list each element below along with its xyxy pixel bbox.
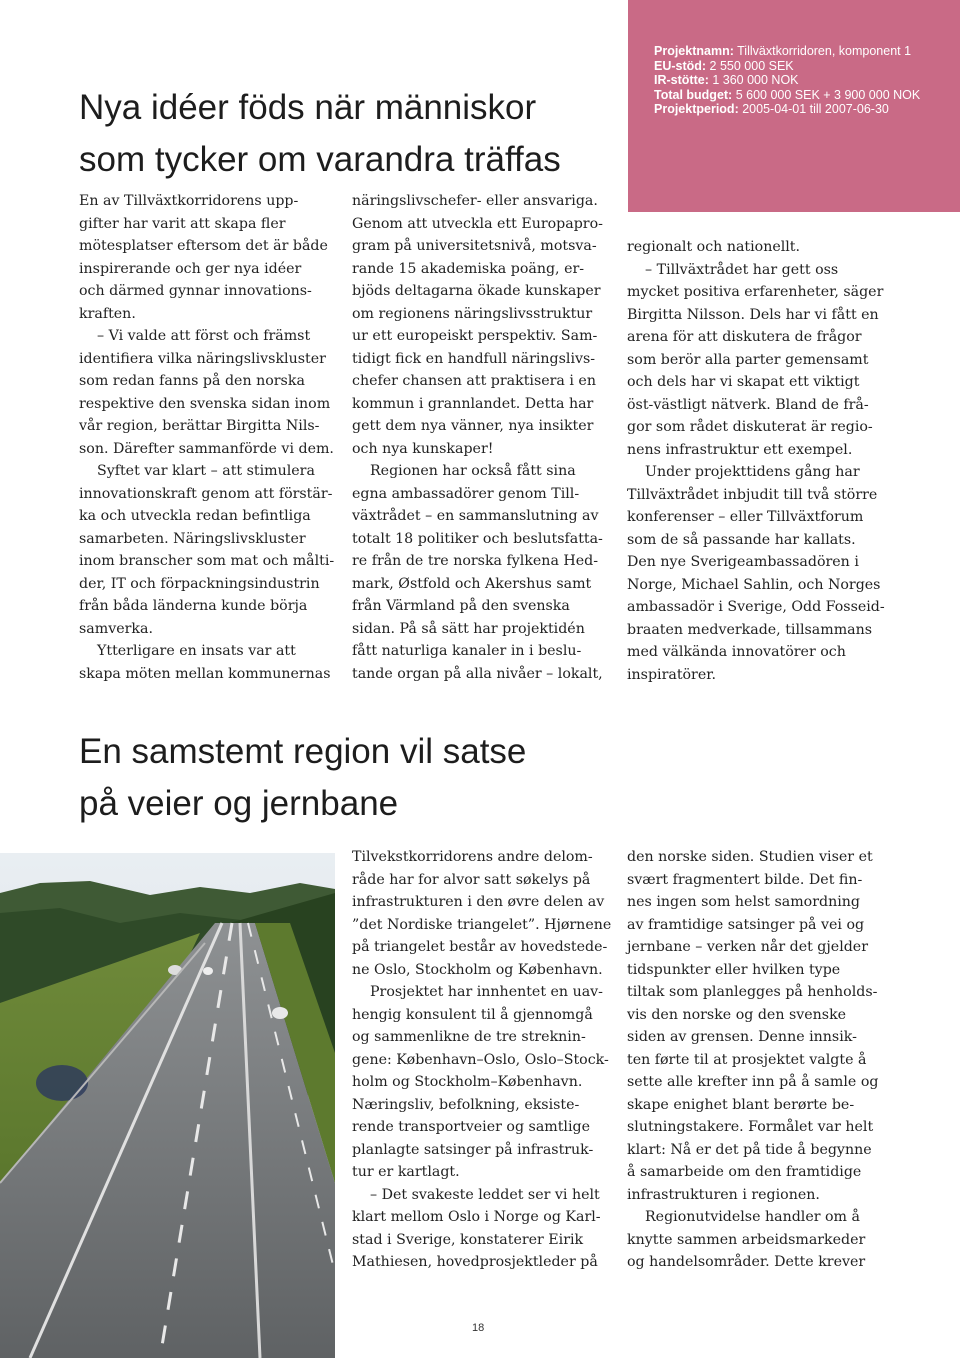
text-line: Næringsliv, befolkning, eksiste-: [352, 1096, 580, 1113]
text-line: Prosjektet har innhentet en uav-: [370, 984, 603, 1000]
text-line: der, IT och förpackningsindustrin: [79, 575, 320, 592]
text-line: Mathiesen, hovedprosjektleder på: [352, 1254, 598, 1270]
text-line: tande organ på alla nivåer – lokalt,: [352, 665, 603, 682]
text-line: kraften.: [79, 305, 136, 322]
text-line: ne Oslo, Stockholm og København.: [352, 961, 603, 978]
text-line: inom branscher som mat och målti-: [79, 553, 335, 569]
text-line: og sammenlikne de tre streknin-: [352, 1029, 586, 1045]
text-line: siden av grensen. Denne innsik-: [627, 1029, 857, 1045]
text-line: Under projekttidens gång har: [645, 464, 860, 480]
text-line: arena för att diskutera de frågor: [627, 329, 862, 345]
text-line: fått naturliga kanaler in i beslu-: [352, 643, 582, 659]
article2-column-1: [352, 846, 614, 1274]
text-line: och därmed gynnar innovations-: [79, 283, 312, 299]
text-line: mark, Østfold och Akershus samt: [352, 575, 592, 592]
text-line: – Vi valde att först och främst: [97, 328, 311, 344]
text-line: inspirerande och ger nya idéer: [79, 260, 302, 277]
text-line: gram på universitetsnivå, motsva-: [352, 238, 597, 254]
text-line: – Det svakeste leddet ser vi helt: [370, 1186, 600, 1203]
text-line: konferenser – eller Tillväxtforum: [627, 509, 864, 525]
text-line: kommun i grannlandet. Detta har: [352, 395, 594, 412]
text-line: öst-västligt nätverk. Bland de frå-: [627, 396, 869, 413]
text-line: ambassadör i Sverige, Odd Fosseid-: [627, 599, 885, 615]
text-line: re från de tre norska fylkena Hed-: [352, 553, 599, 569]
text-line: son. Därefter sammanförde vi dem.: [79, 440, 334, 457]
text-line: av framtidige satsinger på vei og: [627, 916, 865, 933]
project-info-box: [628, 0, 960, 212]
text-line: skapa möten mellan kommunernas: [79, 665, 331, 682]
text-line: Den nye Sverigeambassadören i: [627, 554, 859, 570]
text-line: om regionens näringslivsstruktur: [352, 305, 593, 322]
text-line: Birgitta Nilsson. Dels har vi fått en: [627, 306, 879, 323]
article1-column-2: [352, 190, 614, 685]
text-line: bjöds deltagarna ökade kunskaper: [352, 283, 601, 299]
text-line: vis den norske og den svenske: [627, 1006, 847, 1023]
text-line: nes ingen som helst samordning: [627, 894, 860, 910]
text-line: infrastrukturen i regionen.: [627, 1186, 820, 1203]
text-line: identifiera vilka näringslivskluster: [79, 350, 326, 367]
article1-headline: [79, 82, 561, 186]
text-line: holm og Stockholm–København.: [352, 1074, 583, 1090]
text-line: ”det Nordiske triangelet”. Hjørnene: [352, 916, 612, 933]
text-line: rande 15 akademiska poäng, er-: [352, 260, 585, 277]
text-line: svært fragmentert bilde. Det fin-: [627, 871, 863, 888]
text-line: Tilvekstkorridorens andre delom-: [352, 849, 593, 865]
text-line: Tillväxtrådet inbjudit till två större: [627, 486, 878, 503]
text-line: mycket positiva erfarenheter, säger: [627, 284, 884, 300]
article1-column-3: [627, 236, 889, 686]
article1-headline-line1: Nya idéer föds när människor: [79, 88, 537, 127]
text-line: och nya kunskaper!: [352, 440, 494, 457]
text-line: som redan fanns på den norska: [79, 373, 305, 389]
text-line: ten førte til at prosjektet valgte å: [627, 1051, 867, 1068]
text-line: klart mellom Oslo i Norge og Karl-: [352, 1209, 601, 1225]
info-row-eu-support: EU-stöd: 2 550 000 SEK: [654, 58, 794, 73]
text-line: gett dem nya vänner, nya insikter: [352, 418, 594, 434]
text-line: näringslivschefer- eller ansvariga.: [352, 193, 598, 209]
text-line: og handelsområder. Dette krever: [627, 1254, 866, 1270]
text-line: som de så passande har kallats.: [627, 531, 856, 548]
text-line: ur ett europeiskt perspektiv. Sam-: [352, 328, 598, 344]
text-line: Norge, Michael Sahlin, och Norges: [627, 576, 881, 593]
text-line: sidan. På så sätt har projektidén: [352, 620, 585, 637]
text-line: stad i Sverige, konstaterer Eirik: [352, 1231, 584, 1248]
info-row-project-name: Projektnamn: Tillväxtkorridoren, komponent 1: [654, 44, 912, 58]
text-line: totalt 18 politiker och beslutsfatta-: [352, 530, 603, 547]
text-line: hengig konsulent til å gjennomgå: [352, 1006, 593, 1023]
text-line: samverka.: [79, 620, 153, 637]
text-line: klart: Nå er det på tide å begynne: [627, 1141, 872, 1158]
info-row-ir-support: IR-stötte: 1 360 000 NOK: [654, 73, 799, 87]
text-line: Regionutvidelse handler om å: [645, 1209, 860, 1225]
text-line: å samarbeide om den framtidige: [627, 1164, 862, 1180]
text-line: regionalt och nationellt.: [627, 239, 801, 255]
article2-headline-line2: på veier og jernbane: [79, 784, 399, 823]
text-line: jernbane – verken når det gjelder: [627, 939, 868, 955]
text-line: slutningstakere. Formålet var helt: [627, 1119, 874, 1135]
text-line: den norske siden. Studien viser et: [627, 849, 873, 865]
text-line: tidigt fick en handfull näringslivs-: [352, 350, 596, 367]
text-line: Ytterligare en insats var att: [97, 643, 296, 659]
text-line: med välkända innovatörer och: [627, 644, 846, 660]
text-line: egna ambassadörer genom Till-: [352, 485, 580, 502]
text-line: och dels har vi skapat ett viktigt: [627, 374, 860, 390]
text-line: från Värmland på den svenska: [352, 598, 570, 614]
text-line: skape enighet blant berørte be-: [627, 1096, 855, 1113]
text-line: nens infrastruktur ett exempel.: [627, 441, 853, 458]
text-line: råde har for alvor satt søkelys på: [352, 871, 591, 888]
text-line: Genom att utveckla ett Europapro-: [352, 215, 603, 232]
text-line: från båda länderna kunde börja: [79, 598, 308, 614]
text-line: Syftet var klart – att stimulera: [97, 463, 315, 479]
text-line: braaten medverkade, tillsammans: [627, 621, 873, 638]
text-line: ka och utveckla redan befintliga: [79, 508, 311, 524]
text-line: på triangelet består av hovedstede-: [352, 939, 608, 955]
text-line: chefer chansen att praktisera i en: [352, 373, 596, 389]
text-line: tidspunkter eller hvilken type: [627, 961, 841, 978]
article2-headline: [79, 726, 526, 830]
article2-headline-line1: En samstemt region vil satse: [79, 732, 527, 771]
info-row-total-budget: Total budget: 5 600 000 SEK + 3 900 000 NOK: [654, 87, 921, 102]
text-line: som berör alla parter gemensamt: [627, 351, 869, 368]
highway-photo: [0, 853, 335, 1358]
text-line: tur er kartlagt.: [352, 1164, 460, 1180]
text-line: tiltak som planlegges på henholds-: [627, 984, 878, 1000]
text-line: gor som rådet diskuterat är regio-: [627, 419, 873, 435]
text-line: – Tillväxtrådet har gett oss: [645, 261, 839, 278]
text-line: innovationskraft genom att förstär-: [79, 485, 333, 502]
text-line: inspiratörer.: [627, 666, 716, 683]
text-line: mötesplatser eftersom det är både: [79, 238, 328, 254]
info-row-project-period: Projektperiod: 2005-04-01 till 2007-06-30: [654, 102, 889, 116]
text-line: sette alle krefter inn på å samle og: [627, 1074, 879, 1090]
text-line: respektive den svenska sidan inom: [79, 395, 331, 412]
article1-headline-line2: som tycker om varandra träffas: [79, 140, 561, 179]
text-line: infrastrukturen i den øvre delen av: [352, 894, 605, 910]
text-line: vår region, berättar Birgitta Nils-: [79, 418, 320, 434]
text-line: En av Tillväxtkorridorens upp-: [79, 193, 299, 209]
text-line: planlagte satsinger på infrastruk-: [352, 1141, 594, 1158]
article1-column-1: [79, 190, 341, 685]
text-line: samarbeten. Näringslivskluster: [79, 530, 306, 547]
text-line: knytte sammen arbeidsmarkeder: [627, 1231, 866, 1248]
text-line: Regionen har också fått sina: [370, 463, 576, 479]
page-number: 18: [472, 1322, 485, 1334]
text-line: rende transportveier og samtlige: [352, 1119, 590, 1135]
text-line: växtrådet – en sammanslutning av: [352, 508, 599, 524]
text-line: gene: København–Oslo, Oslo–Stock-: [352, 1051, 609, 1068]
text-line: gifter har varit att skapa fler: [79, 215, 286, 232]
article2-column-2: [627, 846, 889, 1274]
